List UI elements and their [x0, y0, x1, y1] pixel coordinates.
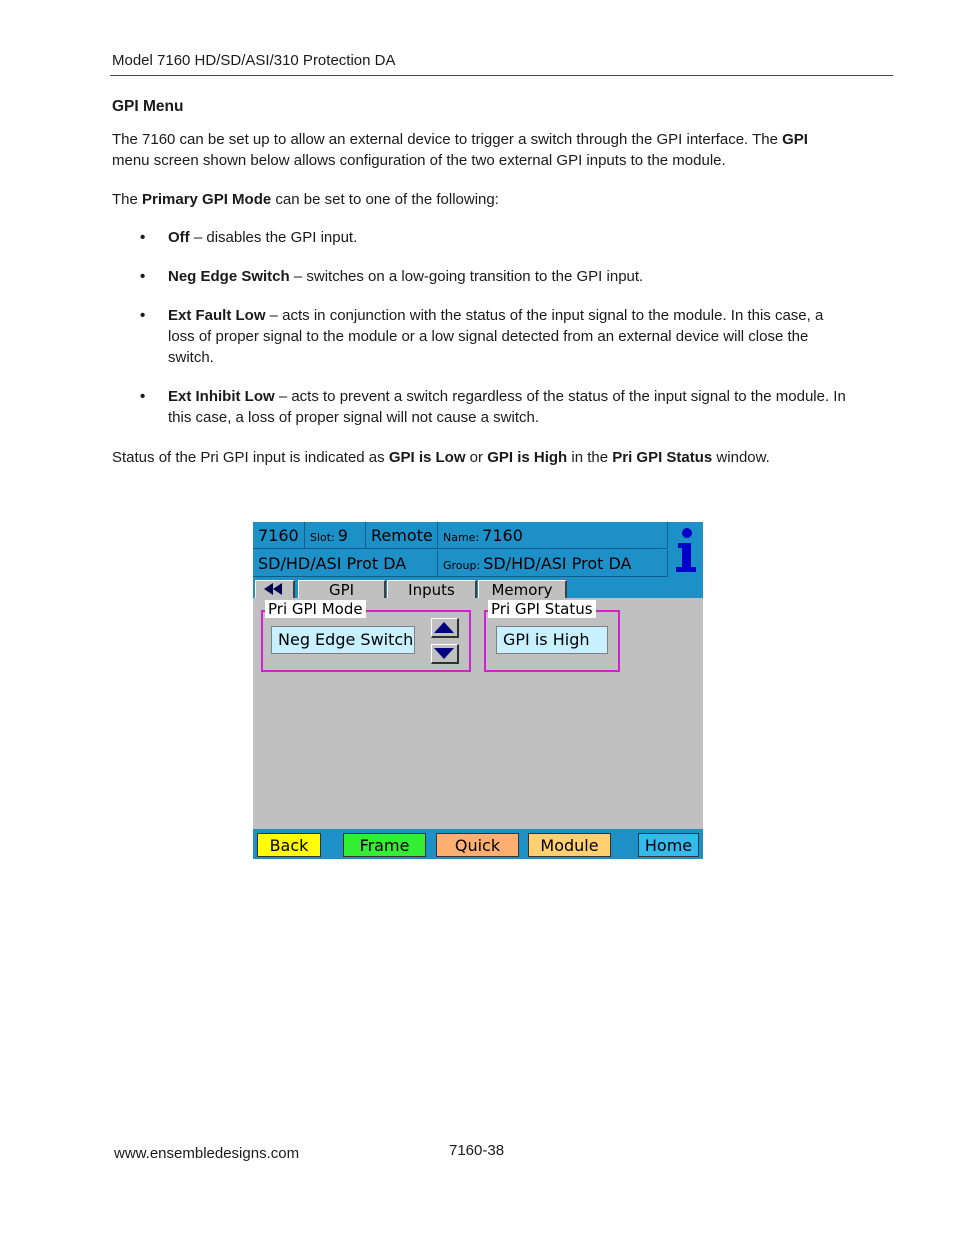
pri-gpi-mode-value[interactable]: Neg Edge Switch [271, 626, 415, 654]
option-term: Neg Edge Switch [168, 268, 290, 285]
text-run: menu screen shown below allows configuration of the two external GPI inputs to the module. [112, 152, 726, 169]
option-description: – acts to prevent a switch regardless of the status of the input signal to the module. In this case, a loss of proper signal will not cause a switch. [168, 388, 846, 426]
tab-scroll-left[interactable] [255, 580, 295, 598]
frame-button[interactable]: Frame [343, 833, 426, 857]
name-label: Name: [443, 531, 480, 544]
list-item [140, 386, 850, 428]
group-label: Group: [443, 559, 481, 572]
text-run: window. [712, 449, 770, 466]
mode-intro-paragraph [112, 189, 847, 210]
footer-page-number: 7160-38 [449, 1142, 505, 1159]
text-run: or [465, 449, 488, 466]
list-item [140, 305, 850, 368]
name-value: 7160 [482, 526, 523, 545]
double-left-arrow-icon [256, 581, 294, 597]
list-item [140, 266, 850, 287]
bold-term: Pri GPI Status [612, 449, 713, 466]
pri-gpi-status-title: Pri GPI Status [488, 600, 596, 618]
bold-term: GPI [782, 131, 808, 148]
option-description: – acts in conjunction with the status of the input signal to the module. In this case, a loss of proper signal to the module or a low signal detected from an external device will close the switch. [168, 307, 824, 366]
status-paragraph [112, 447, 847, 468]
triangle-up-icon [432, 619, 456, 635]
list-item [140, 227, 850, 248]
slot-label: Slot: [310, 531, 335, 544]
footer-website: www.ensembledesigns.com [114, 1145, 300, 1162]
option-term: Off [168, 229, 190, 246]
model-number: 7160 [253, 522, 305, 549]
option-term: Ext Inhibit Low [168, 388, 275, 405]
back-button[interactable]: Back [257, 833, 321, 857]
panel-header [253, 522, 703, 579]
text-run: The [112, 191, 143, 208]
header-divider [110, 75, 893, 76]
text-run: The 7160 can be set up to allow an external device to trigger a switch through the GPI interface. The [112, 131, 783, 148]
document-header-title: Model 7160 HD/SD/ASI/310 Protection DA [112, 52, 396, 69]
tab-memory[interactable]: Memory [478, 580, 567, 598]
bold-term: GPI is Low [388, 449, 466, 466]
menu-tab-bar [253, 579, 703, 598]
pri-gpi-mode-group [261, 600, 471, 672]
group-value: SD/HD/ASI Prot DA [483, 554, 632, 573]
info-icon[interactable] [673, 526, 699, 574]
mode-options-list [140, 227, 850, 446]
quick-button[interactable]: Quick [436, 833, 519, 857]
home-button[interactable]: Home [638, 833, 699, 857]
tab-gpi[interactable]: GPI [298, 580, 386, 598]
option-description: – disables the GPI input. [189, 229, 358, 246]
pri-gpi-status-value: GPI is High [496, 626, 608, 654]
text-run: in the [567, 449, 613, 466]
module-description: SD/HD/ASI Prot DA [253, 550, 438, 577]
mode-down-button[interactable] [431, 644, 459, 664]
slot-value: 9 [337, 526, 348, 545]
option-term: Ext Fault Low [168, 307, 266, 324]
intro-paragraph [112, 129, 847, 171]
mode-up-button[interactable] [431, 618, 459, 638]
module-group[interactable] [438, 550, 668, 577]
triangle-down-icon [432, 645, 456, 661]
slot-indicator [305, 522, 366, 549]
text-run: Status of the Pri GPI input is indicated as [112, 449, 389, 466]
module-button[interactable]: Module [528, 833, 611, 857]
device-control-panel [253, 522, 703, 859]
tab-inputs[interactable]: Inputs [387, 580, 477, 598]
section-heading: GPI Menu [112, 98, 184, 115]
text-run: can be set to one of the following: [271, 191, 499, 208]
module-name[interactable] [438, 522, 668, 549]
option-description: – switches on a low-going transition to the GPI input. [289, 268, 644, 285]
navigation-bar [253, 829, 703, 859]
remote-status: Remote [366, 522, 438, 549]
bold-term: GPI is High [487, 449, 568, 466]
bold-term: Primary GPI Mode [142, 191, 272, 208]
pri-gpi-mode-title: Pri GPI Mode [265, 600, 366, 618]
pri-gpi-status-group [484, 600, 620, 672]
